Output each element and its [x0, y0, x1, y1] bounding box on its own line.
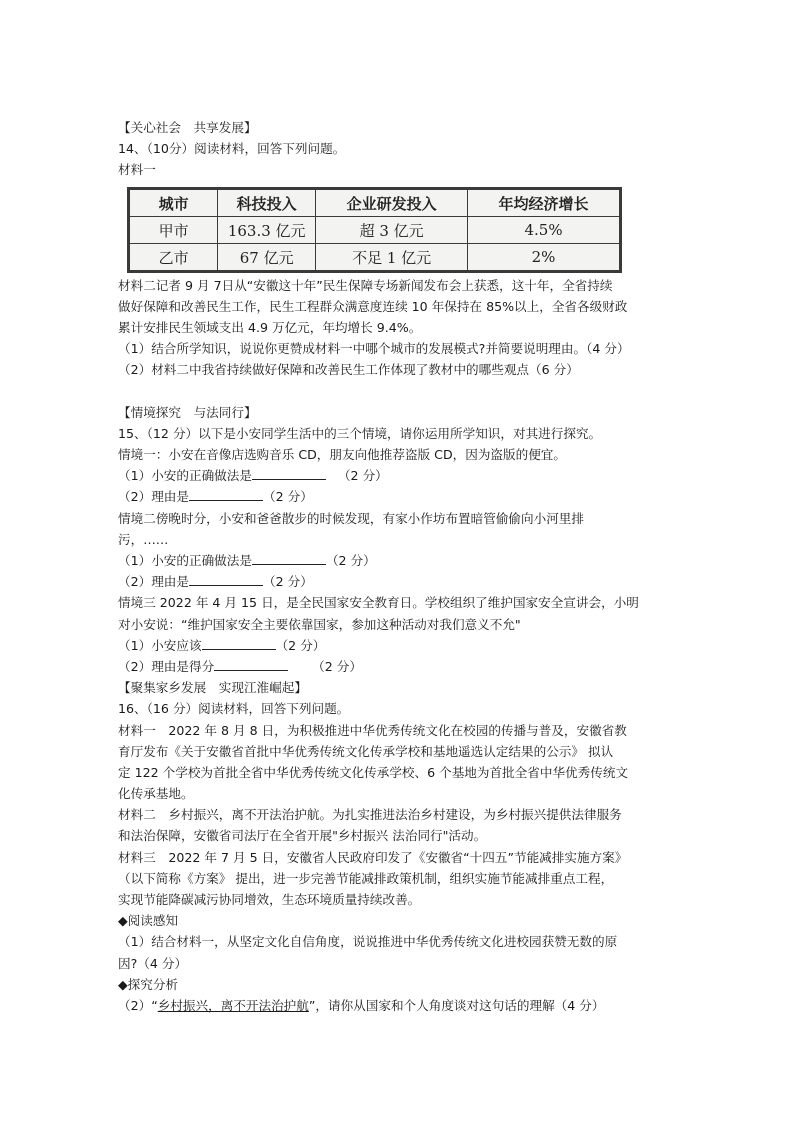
scenario-1-b-label: （2）理由是 — [118, 489, 189, 505]
question-16-2 — [118, 995, 658, 1016]
table-cell: 超 3 亿元 — [316, 217, 468, 244]
explore-analysis-label: ◆探究分析 — [118, 976, 179, 992]
scenario-2-line-1: 情境二傍晚时分，小安和爸爸散步的时候发现，有家小作坊布置暗管偷偷向小河里排 — [118, 510, 584, 526]
table-cell: 甲市 — [130, 217, 218, 244]
table-header-cell: 年均经济增长 — [468, 190, 620, 217]
question-14-1: （1）结合所学知识，说说你更赞成材料一中哪个城市的发展模式?并简要说明理由。（4 分） — [118, 341, 630, 357]
table-row — [130, 244, 620, 271]
section-title-hometown: 【聚集家乡发展 实现江淮崛起】 — [118, 680, 307, 696]
section-title-society: 【关心社会 共享发展】 — [118, 120, 257, 135]
scenario-1-b-points: （2 分） — [262, 489, 313, 505]
q16-material-2-line-1: 材料二 乡村振兴，离不开法治护航。为扎实推进法治乡村建设，为乡村振兴提供法律服务 — [118, 807, 622, 823]
material-2-line-3: 累计安排民生领域支出 4.9 万亿元，年均增长 9.4%。 — [118, 319, 422, 335]
material-2-line-1: 材料二记者 9 月 7日从“安徽这十年”民生保障专场新闻发布会上获悉，这十年，全省持续 — [118, 277, 613, 293]
data-table — [129, 189, 620, 271]
scenario-2-answer-a — [118, 550, 658, 571]
question-15-header: 15、（12 分）以下是小安同学生活中的三个情境，请你运用所学知识，对其进行探究。 — [118, 425, 602, 441]
q16-material-3-line-2: （以下简称《方案》 提出，进一步完善节能减排政策机制，组织实施节能减排重点工程， — [118, 870, 614, 886]
scenario-1: 情境一：小安在音像店选购音乐 CD，朋友向他推荐盗版 CD，因为盗版的便宜。 — [118, 447, 566, 463]
scenario-3-a-points: （2 分） — [275, 637, 326, 653]
table-cell: 163.3 亿元 — [218, 217, 316, 244]
table-cell: 不足 1 亿元 — [316, 244, 468, 271]
scenario-1-a-label: （1）小安的正确做法是 — [118, 468, 252, 484]
table-cell: 2% — [468, 244, 620, 271]
scenario-1-answer-b — [118, 486, 658, 507]
scenario-3-b-points: （2 分） — [312, 658, 362, 674]
scenario-1-answer-a — [118, 465, 658, 486]
q16-material-1-line-1: 材料一 2022 年 8 月 8 日，为积极推进中华优秀传统文化在校园的传播与普及，安徽省教 — [118, 722, 627, 738]
question-16-2-prefix: （2）“ — [118, 997, 158, 1013]
scenario-2-a-label: （1）小安的正确做法是 — [118, 553, 252, 568]
scenario-3-line-1: 情境三 2022 年 4 月 15 日，是全民国家安全教育日。学校组织了维护国家安全宣讲会，小明 — [118, 595, 639, 611]
question-16-header: 16、（16 分）阅读材料，回答下列问题。 — [118, 701, 350, 717]
scenario-2-answer-b — [118, 571, 658, 592]
scenario-3-line-2: 对小安说：“维护国家安全主要依靠国家，参加这种活动对我们意义不允" — [118, 616, 521, 632]
answer-blank[interactable] — [252, 465, 326, 480]
table-header-cell: 城市 — [130, 190, 218, 217]
q16-material-1-line-4: 化传承基地。 — [118, 786, 194, 802]
question-16-2-suffix: ”，请你从国家和个人角度谈对这句话的理解（4 分） — [308, 997, 605, 1013]
table-header-cell: 科技投入 — [218, 190, 316, 217]
table-cell: 67 亿元 — [218, 244, 316, 271]
table-cell: 4.5% — [468, 217, 620, 244]
scenario-2-b-label: （2）理由是 — [118, 574, 189, 590]
answer-blank[interactable] — [189, 571, 263, 586]
scenario-2-b-points: （2 分） — [262, 574, 313, 590]
question-16-2-quote: 乡村振兴，离不开法治护航 — [157, 997, 309, 1013]
question-16-1-line-2: 因?（4 分） — [118, 955, 188, 971]
material-1-table — [127, 187, 622, 273]
answer-blank[interactable] — [214, 656, 288, 671]
material-2-line-2: 做好保障和改善民生工作，民生工程群众满意度连续 10 年保持在 85%以上，全省各级财政 — [118, 298, 628, 314]
q16-material-3-line-1: 材料三 2022 年 7 月 5 日，安徽省人民政府印发了《安徽省“十四五”节能减排实施方案》 — [118, 849, 628, 865]
q16-material-1-line-2: 育厅发布《关于安徽省首批中华优秀传统文化传承学校和基地遥选认定结果的公示》 拟认 — [118, 743, 614, 759]
scenario-3-a-label: （1）小安应该 — [118, 637, 202, 653]
question-16-1-line-1: （1）结合材料一，从坚定文化自信角度，说说推进中华优秀传统文化进校园获赞无数的原 — [118, 934, 618, 950]
table-row — [130, 217, 620, 244]
question-14-2: （2）材料二中我省持续做好保障和改善民生工作体现了教材中的哪些观点（6 分） — [118, 362, 579, 378]
reading-perception-label: ◆阅读感知 — [118, 913, 179, 929]
answer-blank[interactable] — [189, 486, 263, 501]
material-1-label: 材料一 — [118, 162, 156, 178]
scenario-1-a-points: （2 分） — [337, 468, 388, 484]
scenario-3-b-label: （2）理由是得分 — [118, 658, 215, 674]
q16-material-3-line-3: 实现节能降碳减污协同增效，生态环境质量持续改善。 — [118, 892, 421, 907]
section-title-law: 【情境探究 与法同行】 — [118, 404, 257, 420]
table-header-row — [130, 190, 620, 217]
answer-blank[interactable] — [202, 635, 276, 650]
q16-material-2-line-2: 和法治保障，安徽省司法厅在全省开展"乡村振兴 法治同行"活动。 — [118, 828, 487, 844]
scenario-3-answer-b — [118, 656, 658, 677]
answer-blank[interactable] — [252, 550, 326, 565]
scenario-2-line-2: 污，…… — [118, 531, 169, 547]
table-cell: 乙市 — [130, 244, 218, 271]
q16-material-1-line-3: 定 122 个学校为首批全省中华优秀传统文化传承学校、6 个基地为首批全省中华优秀传统文 — [118, 764, 629, 780]
scenario-3-answer-a — [118, 635, 658, 656]
spacer — [118, 381, 658, 402]
question-14-header: 14、（10分）阅读材料，回答下列问题。 — [118, 141, 346, 157]
table-header-cell: 企业研发投入 — [316, 190, 468, 217]
scenario-2-a-points: （2 分） — [325, 553, 376, 568]
